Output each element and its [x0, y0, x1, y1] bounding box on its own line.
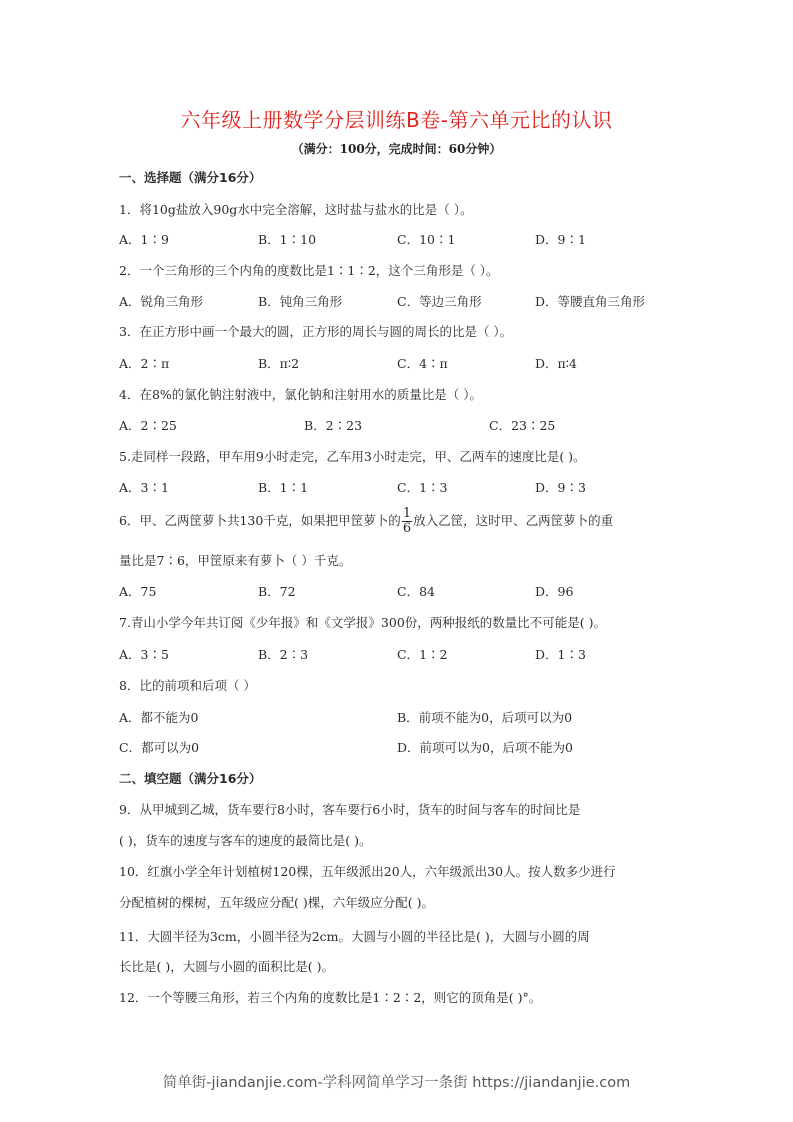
q6-option-d: D．96 — [535, 584, 574, 599]
q2-option-c: C．等边三角形 — [397, 294, 482, 309]
q8-option-a: A．都不能为0 — [119, 710, 199, 725]
question-11-line-2: 长比是( )，大圆与小圆的面积比是( )。 — [119, 959, 334, 974]
q6-text-after: 放入乙筐，这时甲、乙两筐萝卜的重 — [413, 513, 614, 528]
q1-option-b: B．1∶10 — [258, 232, 317, 247]
q3-option-c: C．4∶π — [397, 356, 448, 371]
fraction-one-sixth: $\frac{1}{6}$ — [402, 506, 412, 536]
question-10: 10．红旗小学全年计划植树120棵，五年级派出20人，六年级派出30人。按人数多少进行 — [119, 864, 616, 879]
q3-option-d: D．π∶4 — [535, 356, 577, 371]
question-6 — [119, 507, 613, 536]
q2-option-a: A．锐角三角形 — [119, 294, 204, 309]
question-3: 3．在正方形中画一个最大的圆，正方形的周长与圆的周长的比是（ ）。 — [119, 324, 513, 339]
question-7: 7.青山小学今年共订阅《少年报》和《文学报》300份，两种报纸的数量比不可能是( )。 — [119, 615, 607, 630]
page-subtitle: （满分：100分，完成时间：60分钟） — [291, 142, 502, 156]
question-12: 12．一个等腰三角形，若三个内角的度数比是1∶2∶2，则它的顶角是( )°。 — [119, 990, 542, 1005]
q8-option-b: B．前项不能为0，后项可以为0 — [397, 710, 573, 725]
q8-option-c: C．都可以为0 — [119, 740, 200, 755]
q1-option-a: A．1∶9 — [119, 232, 169, 247]
q7-option-a: A．3∶5 — [119, 647, 169, 662]
q1-option-d: D．9∶1 — [535, 232, 586, 247]
q5-option-c: C．1∶3 — [397, 480, 448, 495]
question-2: 2．一个三角形的三个内角的度数比是1∶1∶2，这个三角形是（ ）。 — [119, 263, 499, 278]
page-title: 六年级上册数学分层训练B卷-第六单元比的认识 — [180, 108, 613, 132]
q3-option-a: A．2∶π — [119, 356, 170, 371]
q5-option-a: A．3∶1 — [119, 480, 169, 495]
question-5: 5.走同样一段路，甲车用9小时走完，乙车用3小时走完，甲、乙两车的速度比是( )。 — [119, 449, 586, 464]
q4-option-b: B．2∶23 — [304, 418, 363, 433]
q4-option-a: A．2∶25 — [119, 418, 177, 433]
q8-option-d: D．前项可以为0，后项不能为0 — [397, 740, 573, 755]
q3-option-b: B．π∶2 — [258, 356, 300, 371]
question-4: 4．在8%的氯化钠注射液中，氯化钠和注射用水的质量比是（ ）。 — [119, 387, 483, 402]
q1-option-c: C．10∶1 — [397, 232, 456, 247]
q6-text-before: 6．甲、乙两筐萝卜共130千克，如果把甲筐萝卜的 — [119, 513, 401, 528]
q6-option-b: B．72 — [258, 584, 296, 599]
question-8: 8．比的前项和后项（ ） — [119, 678, 256, 693]
question-9-line-2: ( )，货车的速度与客车的速度的最简比是( )。 — [119, 833, 372, 848]
question-9: 9．从甲城到乙城，货车要行8小时，客车要行6小时，货车的时间与客车的时间比是 — [119, 802, 581, 817]
question-1: 1．将10g盐放入90g水中完全溶解，这时盐与盐水的比是（ ）。 — [119, 202, 473, 217]
q7-option-d: D．1∶3 — [535, 647, 586, 662]
question-10-line-2: 分配植树的棵树，五年级应分配( )棵，六年级应分配( )。 — [119, 895, 434, 910]
q6-option-c: C．84 — [397, 584, 435, 599]
q7-option-c: C．1∶2 — [397, 647, 448, 662]
q7-option-b: B．2∶3 — [258, 647, 309, 662]
section-heading-fill-blank: 二、填空题（满分16分） — [119, 771, 262, 786]
q5-option-d: D．9∶3 — [535, 480, 586, 495]
question-6-line-2: 量比是7∶6，甲筐原来有萝卜（ ）千克。 — [119, 553, 352, 568]
q2-option-d: D．等腰直角三角形 — [535, 294, 646, 309]
footer-watermark: 简单街-jiandanjie.com-学科网简单学习一条街 https://jiandanjie.com — [162, 1075, 631, 1091]
question-11: 11．大圆半径为3cm，小圆半径为2cm。大圆与小圆的半径比是( )，大圆与小圆的周 — [119, 929, 590, 944]
q6-option-a: A．75 — [119, 584, 157, 599]
section-heading-choice: 一、选择题（满分16分） — [119, 170, 262, 185]
q2-option-b: B．钝角三角形 — [258, 294, 343, 309]
q4-option-c: C．23∶25 — [489, 418, 556, 433]
q5-option-b: B．1∶1 — [258, 480, 309, 495]
